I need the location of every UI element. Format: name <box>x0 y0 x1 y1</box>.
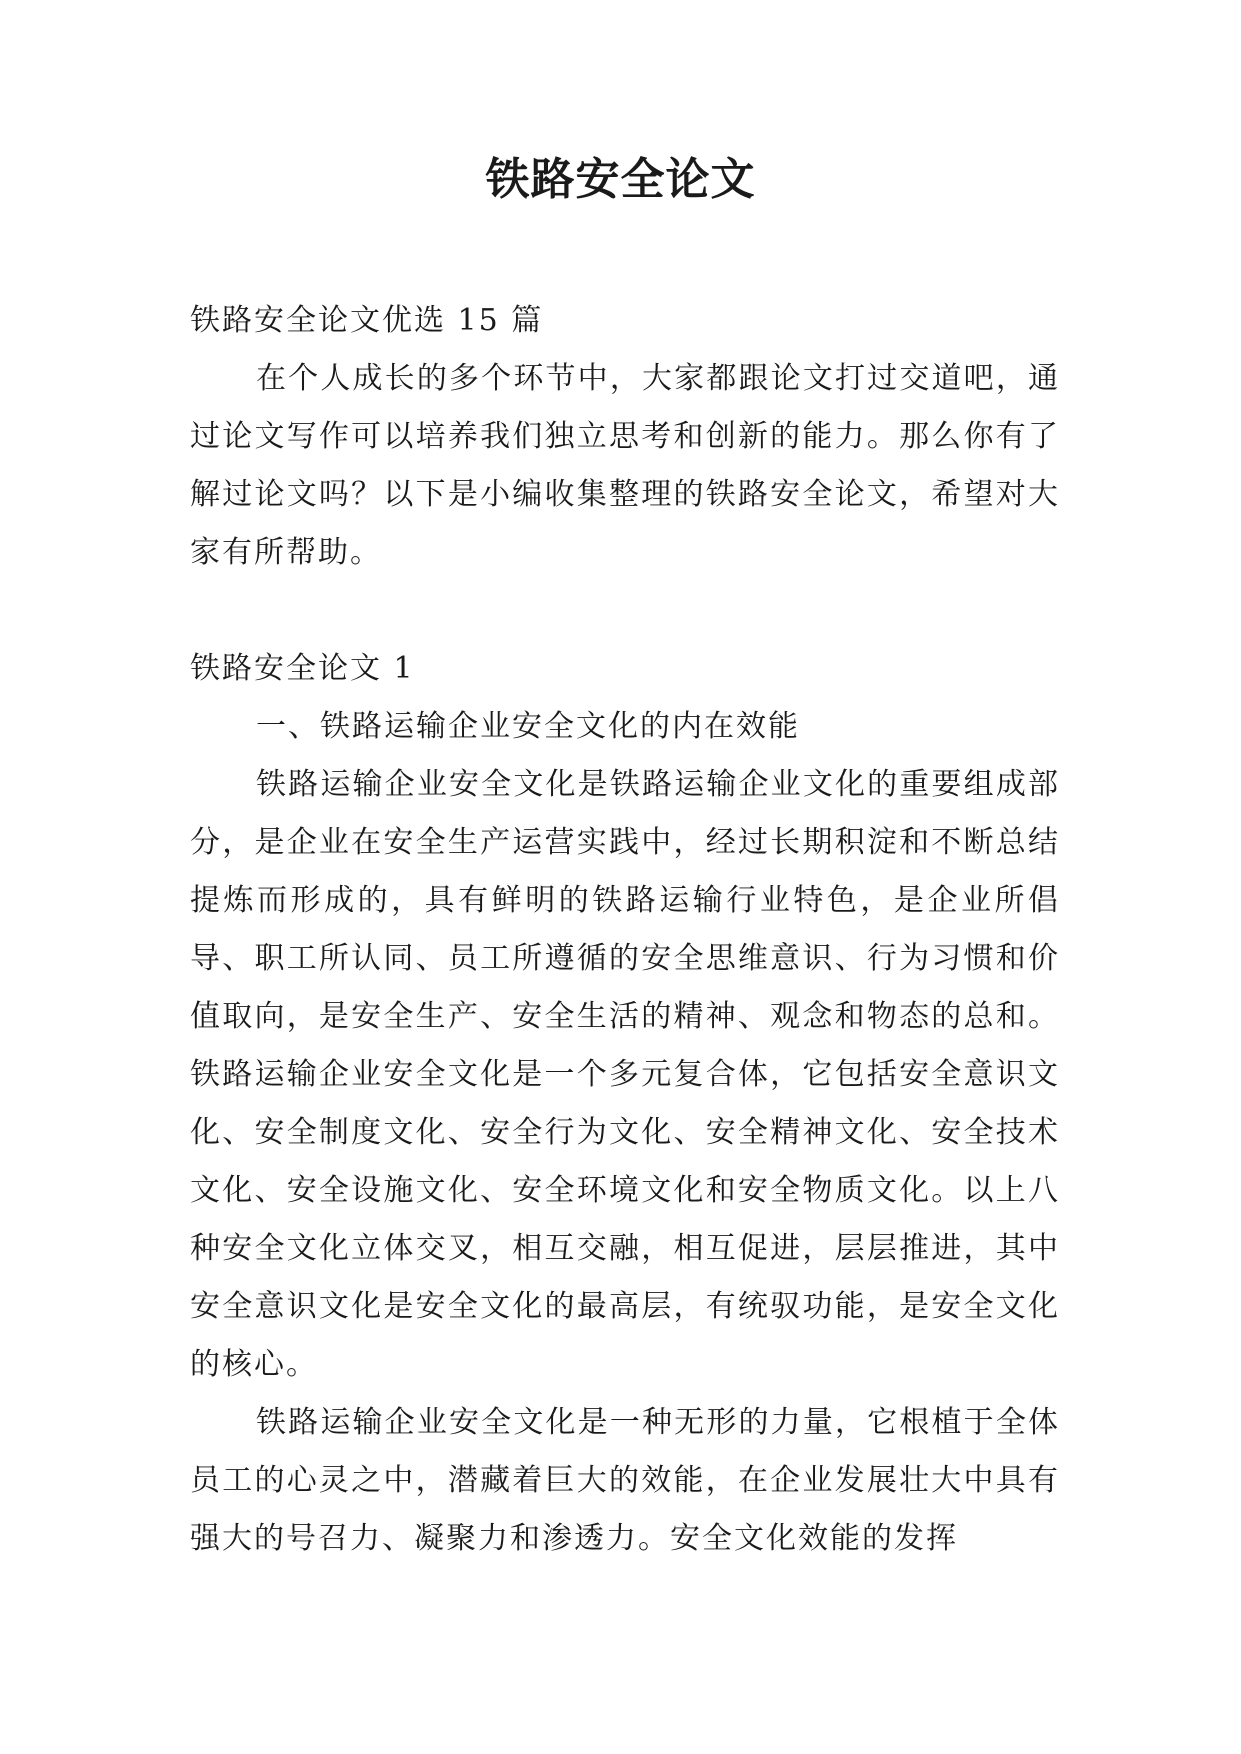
section-heading: 一、铁路运输企业安全文化的内在效能 <box>256 709 800 744</box>
document-subtitle: 铁路安全论文优选 15 篇 <box>190 303 544 338</box>
document-body <box>190 292 1060 1568</box>
body-paragraph-2: 铁路运输企业安全文化是一种无形的力量，它根植于全体员工的心灵之中，潜藏着巨大的效能，在企业发展壮大中具有强大的号召力、凝聚力和渗透力。安全文化效能的发挥 <box>190 1405 1060 1556</box>
body-paragraph-1: 铁路运输企业安全文化是铁路运输企业文化的重要组成部分，是企业在安全生产运营实践中，经过长期积淀和不断总结提炼而形成的，具有鲜明的铁路运输行业特色，是企业所倡导、职工所认同、员工所遵循的安全思维意识、行为习惯和价值取向，是安全生产、安全生活的精神、观念和物态的总和。铁路运输企业安全文化是一个多元复合体，它包括安全意识文化、安全制度文化、安全行为文化、安全精神文化、安全技术文化、安全设施文化、安全环境文化和安全物质文化。以上八种安全文化立体交叉，相互交融，相互促进，层层推进，其中安全意识文化是安全文化的最高层，有统驭功能，是安全文化的核心。 <box>190 767 1060 1382</box>
section-title: 铁路安全论文 1 <box>190 651 415 686</box>
intro-paragraph: 在个人成长的多个环节中，大家都跟论文打过交道吧，通过论文写作可以培养我们独立思考和创新的能力。那么你有了解过论文吗？以下是小编收集整理的铁路安全论文，希望对大家有所帮助。 <box>190 361 1060 570</box>
document-title: 铁路安全论文 <box>485 154 756 205</box>
paragraph-spacer <box>190 582 1060 640</box>
